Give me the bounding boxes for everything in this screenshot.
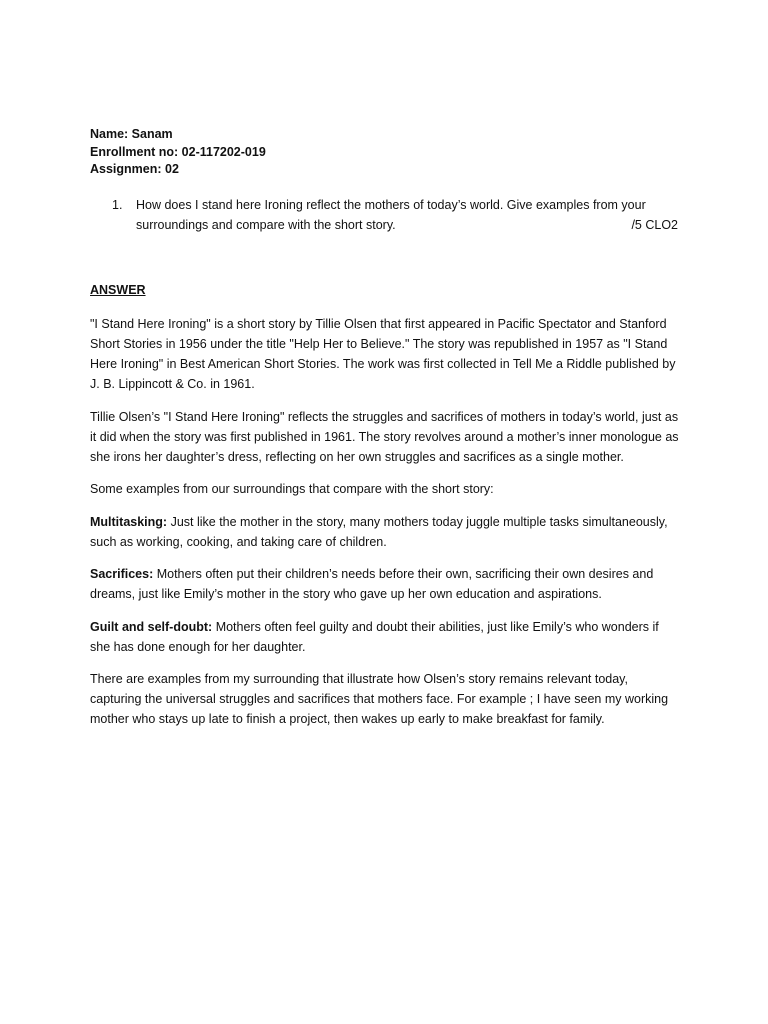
assignment-number: Assignmen: 02 bbox=[90, 162, 179, 176]
paragraph-examples-intro: Some examples from our surroundings that compare with the short story: bbox=[90, 482, 494, 496]
paragraph-conclusion: There are examples from my surrounding that illustrate how Olsen’s story remains relevant today, capturing the universal struggles and sacrifices that mothers face. For example ; I have seen my working mother who stays up late to finish a project, then wakes up early to make breakfast for family. bbox=[90, 672, 669, 726]
answer-heading: ANSWER bbox=[90, 283, 146, 297]
question-number: 1. bbox=[112, 198, 123, 212]
student-info bbox=[90, 126, 266, 179]
student-name: Name: Sanam bbox=[90, 127, 173, 141]
answer-body bbox=[90, 314, 680, 742]
guilt-text: Mothers often feel guilty and doubt their abilities, just like Emily’s who wonders if she has done enough for her daughter. bbox=[90, 619, 659, 654]
sacrifices-label: Sacrifices: bbox=[90, 567, 154, 581]
paragraph-guilt bbox=[90, 617, 680, 657]
paragraph-sacrifices bbox=[90, 564, 680, 604]
question-marks: /5 CLO2 bbox=[631, 218, 678, 232]
sacrifices-text: Mothers often put their children’s needs before their own, sacrificing their own desires and dreams, just like Emily’s mother in the story who gave up her own education and aspirations. bbox=[90, 567, 654, 601]
enrollment-number: Enrollment no: 02-117202-019 bbox=[90, 144, 266, 159]
question-item bbox=[90, 195, 680, 235]
paragraph-multitasking bbox=[90, 512, 680, 552]
guilt-label: Guilt and self-doubt: bbox=[90, 619, 213, 634]
paragraph-reflection: Tillie Olsen’s "I Stand Here Ironing" reflects the struggles and sacrifices of mothers in today’s world, just as it did when the story was first published in 1961. The story revolves around a mother’s inner monologue as she irons her daughter’s dress, reflecting on her own struggles and sacrifices as a single mother. bbox=[90, 409, 679, 464]
question-text: How does I stand here Ironing reflect the mothers of today’s world. Give examples from your surroundings and compare with the short story. bbox=[136, 198, 646, 232]
paragraph-intro: "I Stand Here Ironing" is a short story by Tillie Olsen that first appeared in Pacific Spectator and Stanford Short Stories in 1956 under the title "Help Her to Believe." The story was republished in 1957 as "I Stand Here Ironing" in Best American Short Stories. The work was first collected in Tell Me a Riddle published by J. B. Lippincott & Co. in 1961. bbox=[90, 317, 676, 391]
multitasking-label: Multitasking: bbox=[90, 514, 168, 529]
multitasking-text: Just like the mother in the story, many mothers today juggle multiple tasks simultaneously, such as working, cooking, and taking care of children. bbox=[90, 514, 668, 549]
